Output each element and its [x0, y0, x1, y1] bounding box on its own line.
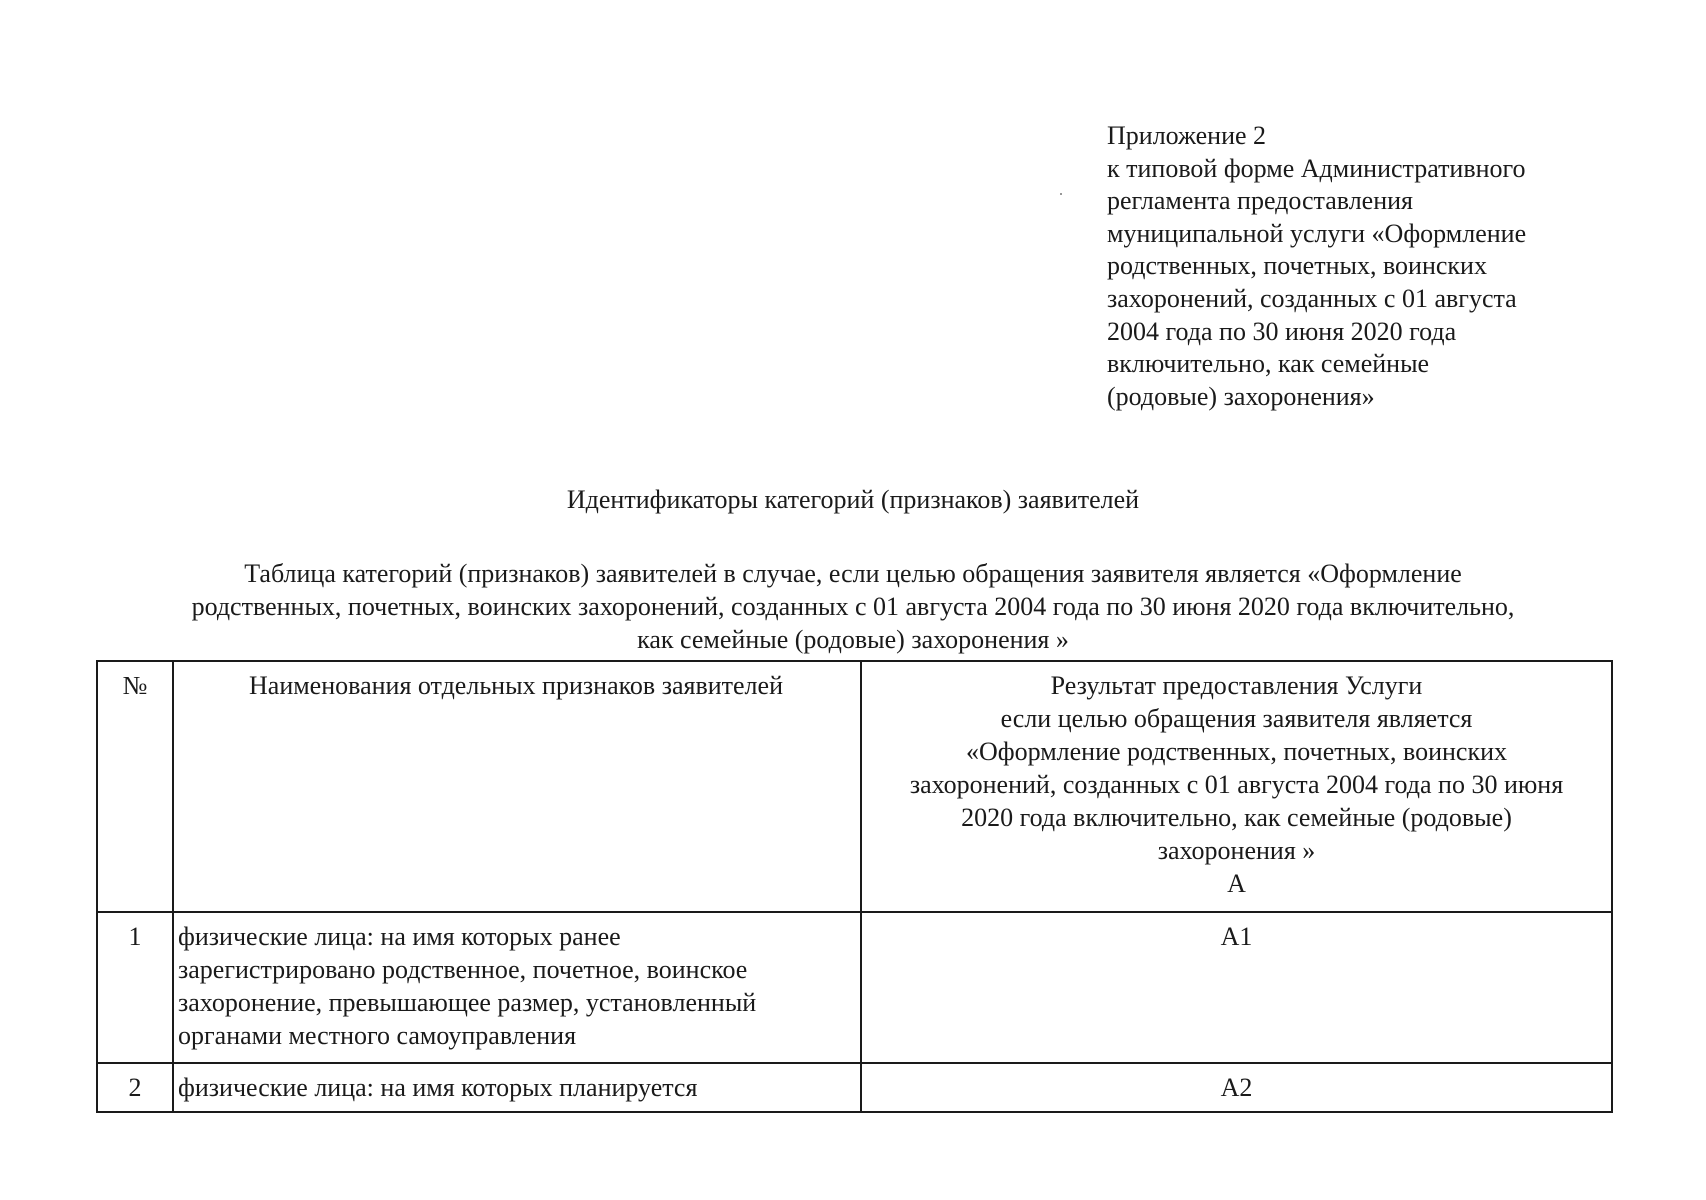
row-name-line: захоронение, превышающее размер, установленный [178, 988, 757, 1017]
row-number: 1 [97, 912, 173, 1063]
annex-line: к типовой форме Административного [1107, 153, 1526, 183]
header-result-line: захоронений, созданных с 01 августа 2004 года по 30 июня [909, 770, 1564, 799]
table-caption [100, 557, 1606, 656]
row-name-line: органами местного самоуправления [178, 1021, 577, 1050]
row-name-line: зарегистрировано родственное, почетное, воинское [178, 955, 748, 984]
row-result: А1 [861, 912, 1612, 1063]
annex-line: регламента предоставления [1107, 186, 1414, 216]
applicant-categories-table [96, 660, 1613, 1113]
header-result-line: если целью обращения заявителя является [1000, 704, 1473, 733]
scan-speck [1060, 193, 1062, 195]
header-name-text: Наименования отдельных признаков заявителей [249, 671, 783, 700]
annex-line: (родовые) захоронения» [1107, 381, 1375, 411]
header-name [173, 661, 861, 912]
row-name [173, 1063, 861, 1112]
row-name-line: физические лица: на имя которых планируется [178, 1073, 698, 1102]
caption-line: родственных, почетных, воинских захоронений, созданных с 01 августа 2004 года по 30 июня 2020 года включительно, [191, 592, 1515, 621]
header-result-line: захоронения » [1157, 836, 1316, 865]
annex-line: 2004 года по 30 июня 2020 года [1107, 316, 1457, 346]
row-result: А2 [861, 1063, 1612, 1112]
header-result-line: «Оформление родственных, почетных, воинских [965, 737, 1508, 766]
annex-line: Приложение 2 [1107, 121, 1267, 150]
annex-block [1107, 120, 1627, 413]
row-name [173, 912, 861, 1063]
document-title: Идентификаторы категорий (признаков) заявителей [566, 485, 1140, 514]
caption-line: Таблица категорий (признаков) заявителей в случае, если целью обращения заявителя является «Оформление [244, 559, 1462, 588]
annex-line: муниципальной услуги «Оформление [1107, 218, 1527, 248]
header-result-line: А [1227, 869, 1246, 898]
table-header-row [97, 661, 1612, 912]
table-row [97, 1063, 1612, 1112]
row-number: 2 [97, 1063, 173, 1112]
annex-line: захоронений, созданных с 01 августа [1107, 283, 1517, 313]
annex-line: включительно, как семейные [1107, 349, 1430, 379]
header-result-line: 2020 года включительно, как семейные (родовые) [961, 803, 1512, 832]
caption-line: как семейные (родовые) захоронения » [637, 625, 1069, 654]
annex-line: родственных, почетных, воинских [1107, 251, 1487, 281]
table-row [97, 912, 1612, 1063]
header-result-line: Результат предоставления Услуги [1050, 671, 1423, 700]
header-number: № [97, 661, 173, 912]
row-name-line: физические лица: на имя которых ранее [178, 922, 621, 951]
header-result [861, 661, 1612, 912]
